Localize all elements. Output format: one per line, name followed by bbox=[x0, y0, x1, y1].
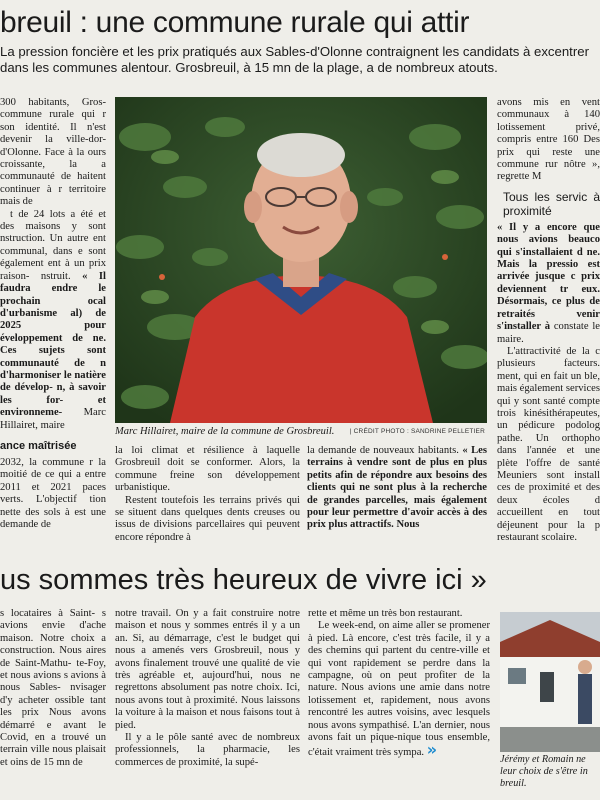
paragraph bbox=[307, 445, 487, 532]
portrait-photo bbox=[115, 97, 487, 423]
paragraph bbox=[0, 209, 106, 432]
continue-arrow-icon: » bbox=[426, 740, 438, 760]
paragraph: 2032, la commune r la moitié de ce qui a entre 2011 et 2021 paces verts. L'objectif tion nette des sols à est une demande de bbox=[0, 456, 106, 530]
paragraph-text: la demande de nouveaux habitants. bbox=[307, 445, 459, 456]
quote-text: « Il faudra endre le prochain ocal d'urbanisme al) de 2025 pour éveloppement de ne. Ces sujets sont communauté de n d'harmoniser le natière de dévelop- n, à savoir les for- et environneme- bbox=[0, 270, 106, 419]
house-illustration bbox=[500, 612, 600, 752]
paragraph bbox=[308, 620, 490, 759]
column-mid-left bbox=[115, 445, 300, 554]
attribution: constate le maire. bbox=[497, 321, 600, 345]
paragraph: rette et même un très bon restaurant. bbox=[308, 608, 463, 619]
paragraph: notre travail. On y a fait construire notre maison et nous y sommes entrés il y a un an. Si, au démarrage, c'est le budget qui nous a amenés vers Grosbreuil, nous y avons finalement trouvé une qualité de vie très agréable et, aujourd'hui, nous ne regrettons absolument pas notre choix. Ici, nous avons tout à proximité. Nous laissons la voiture à la maison et nous faisons tout à pied. bbox=[115, 608, 300, 731]
couple-photo bbox=[500, 612, 600, 752]
paragraph: s locataires à Saint- s avions envie d'ache maison. Notre choix a construction. Nous aires de Saint-Mathu- te-Foy, et nous avions s avions à nous Sables- nvisager d'y acheter ossible tant les prix Nous avons démarré e avant le Covid, en a trouvé un terrain ville nous plaisait et oins de 15 mn de bbox=[0, 608, 106, 768]
column-left bbox=[0, 97, 106, 554]
paragraph: la loi climat et résilience à laquelle Grosbreuil doit se conformer. Alors, la commune freine son développement urbanistique. bbox=[115, 445, 300, 494]
photo-caption bbox=[115, 425, 487, 439]
interview-column-3 bbox=[308, 608, 490, 800]
portrait-illustration bbox=[115, 97, 487, 423]
interview-column-2 bbox=[115, 608, 300, 800]
caption-text: Marc Hillairet, maire de la commune de Grosbreuil. bbox=[115, 426, 335, 437]
paragraph: L'attractivité de la c plusieurs facteurs. ment, qui en fait un ble, mais également services qui y sont santé compte trois kinésithérapeutes, un pédicure podolog pathe. Un orthopho dans l'année et une plète l'offre de santé Meuniers sont install ces de proximité et des deux écoles d accueillent en tout déjeunent pour la p restaurant scolaire. bbox=[497, 345, 600, 543]
subheading: Tous les servic à proximité bbox=[503, 189, 600, 218]
paragraph bbox=[497, 222, 600, 346]
column-right bbox=[497, 97, 600, 554]
photo-credit: | CRÉDIT PHOTO : SANDRINE PELLETIER bbox=[349, 428, 485, 435]
paragraph: 300 habitants, Gros- commune rurale qui r son identité. Il n'est devenir la ville-dor- d'Olonne. Face à la ours croissante, la a communauté de haitent continuer à r territoire mais de bbox=[0, 97, 106, 208]
interview-column-1 bbox=[0, 608, 106, 800]
couple-photo-caption: Jérémy et Romain ne leur choix de s'être in breuil. bbox=[500, 754, 588, 789]
paragraph-text: t de 24 lots a été et des maisons y sont nstruction. Un autre ent communal, dans e sont également ent à un prix raison- nstruit. bbox=[0, 208, 106, 282]
quote-text: « Il y a encore que nous avions beauco qui s'installaient d ne. Mais la pressio est arrivée jusque c prix deviennent tr eux. Désormais, ce plus de retraités venir s'installer à bbox=[497, 221, 600, 333]
column-mid-right bbox=[307, 445, 487, 554]
quote-text: « Les terrains à vendre sont de plus en plus petits afin de répondre aux besoins des clients qui ne sont plus à la recherche de grandes parcelles, mais également pour leur permettre d'avoir accès à des prix plus attractifs. Nous bbox=[307, 445, 487, 531]
attribution: Marc Hillairet, maire bbox=[0, 407, 106, 431]
paragraph: Restent toutefois les terrains privés qui se situent dans quelques dents creuses ou issus de divisions parcellaires qui peuvent encore répondre à bbox=[115, 494, 300, 543]
article-headline: breuil : une commune rurale qui attir bbox=[0, 6, 470, 39]
paragraph: Il y a le pôle santé avec de nombreux professionnels, la pharmacie, les commerces de proximité, la supé- bbox=[115, 732, 300, 768]
paragraph-text: Le week-end, on aime aller se promener à pied. Là encore, c'est très facile, il y a des chemins qui partent du centre-ville et qui vont rapidement se perdre dans la campagne, où on peut profiter de la nature. Nous avions une amie dans notre lotissement et, rapidement, nous avons rencontré les autres voisins, avec lesquels nous avons sympathisé. L'an dernier, nous avons fait un pique-nique tous ensemble, c'était vraiment très sympa. bbox=[308, 620, 490, 759]
subheading: ance maîtrisée bbox=[0, 439, 77, 452]
article-standfirst: La pression foncière et les prix pratiqués aux Sables-d'Olonne contraignent les candidats à excentrer dans les communes alentour. Grosbreuil, à 15 mn de la plage, a de nombreux atouts. bbox=[0, 44, 589, 75]
interview-headline: us sommes très heureux de vivre ici » bbox=[0, 564, 487, 596]
paragraph: avons mis en vent communaux à 140 lotissement privé, compris entre 160 Des prix qui reste une commune rur nôtre », regrette M bbox=[497, 97, 600, 183]
